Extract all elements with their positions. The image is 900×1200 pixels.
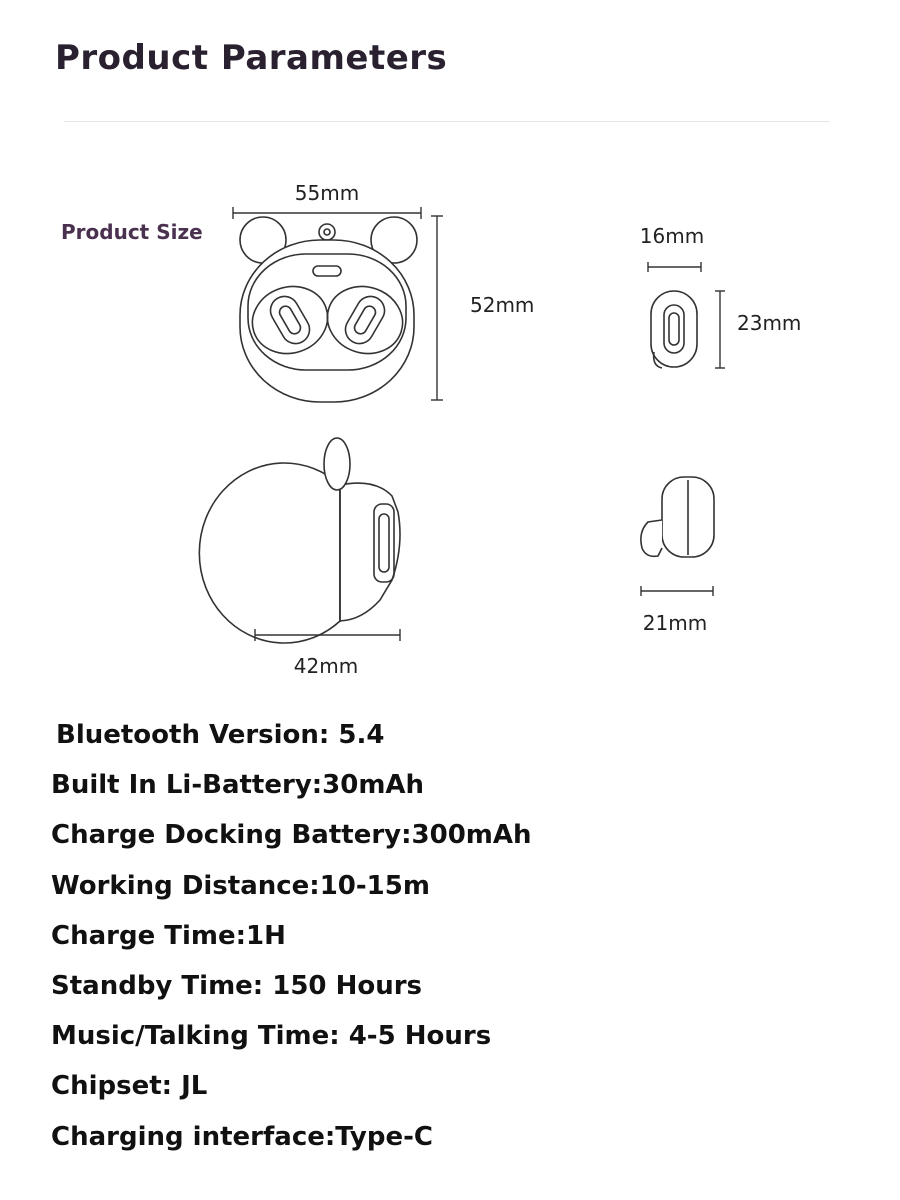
spec-charge-time: Charge Time:1H xyxy=(51,920,286,951)
earbud-front-drawing xyxy=(651,291,697,368)
product-size-label: Product Size xyxy=(61,220,203,244)
case-side-drawing xyxy=(199,438,400,643)
earbud-height-label: 23mm xyxy=(737,311,802,335)
spec-docking-battery: Charge Docking Battery:300mAh xyxy=(51,820,532,851)
case-width-label: 55mm xyxy=(294,181,360,205)
spec-built-in-battery: Built In Li-Battery:30mAh xyxy=(51,770,425,801)
earbud-width-label: 16mm xyxy=(639,224,705,248)
spec-charging-interface: Charging interface:Type-C xyxy=(51,1121,433,1152)
spec-standby-time: Standby Time: 150 Hours xyxy=(51,970,423,1001)
spec-working-distance: Working Distance:10-15m xyxy=(51,870,430,901)
spec-chipset: Chipset: JL xyxy=(51,1071,208,1102)
page-title: Product Parameters xyxy=(55,38,448,78)
case-depth-label: 42mm xyxy=(293,654,359,678)
earbud-depth-label: 21mm xyxy=(642,611,708,635)
spec-bluetooth-version: Bluetooth Version: 5.4 xyxy=(56,720,385,750)
spec-list xyxy=(51,714,871,1166)
earbud-side-drawing xyxy=(641,477,714,557)
case-height-label: 52mm xyxy=(470,293,535,317)
spec-music-talking-time: Music/Talking Time: 4-5 Hours xyxy=(51,1021,492,1052)
case-front-drawing xyxy=(240,217,417,402)
